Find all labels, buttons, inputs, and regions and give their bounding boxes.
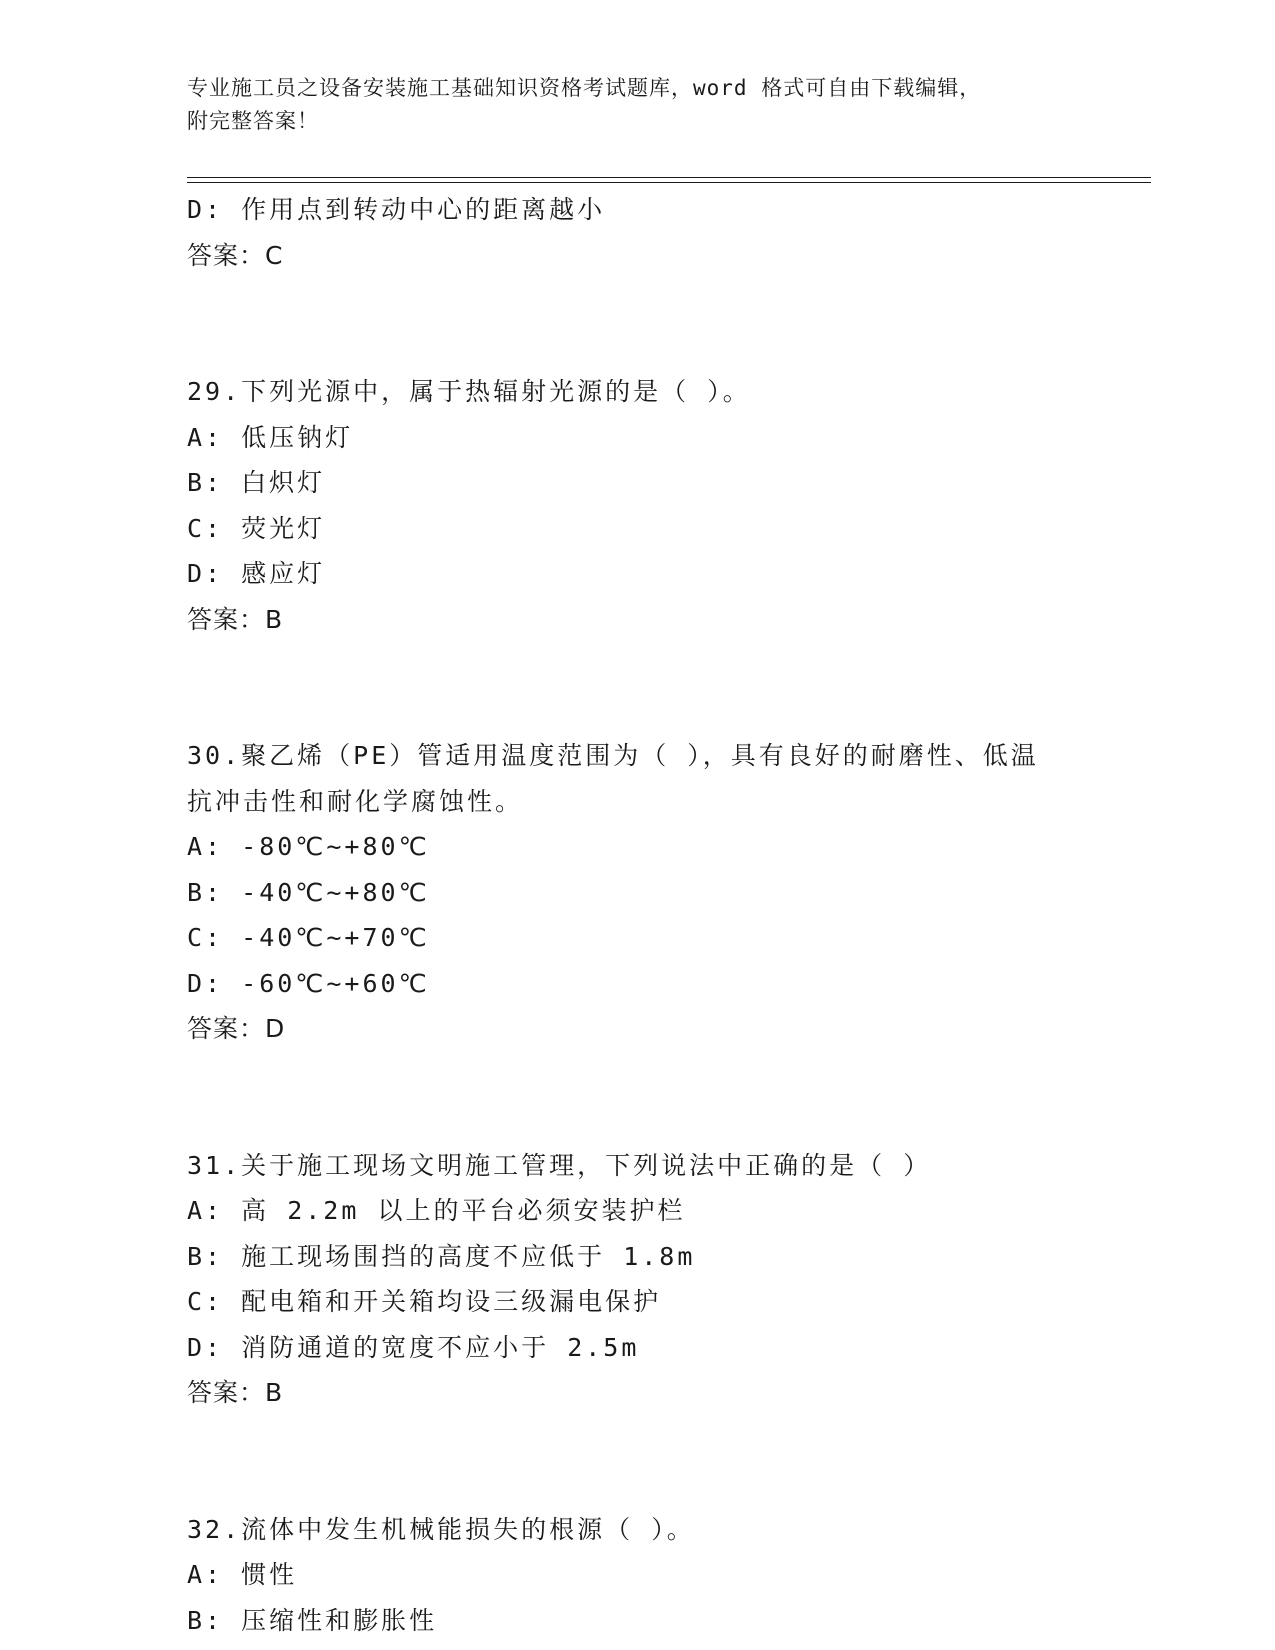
header-divider-bottom xyxy=(187,182,1151,183)
option-c: C: -40℃~+70℃ xyxy=(187,923,430,952)
spacer xyxy=(187,278,1087,369)
option-d: D: 感应灯 xyxy=(187,559,326,588)
document-header xyxy=(187,72,1067,138)
question-stem-line-1: 30.聚乙烯（PE）管适用温度范围为（ ），具有良好的耐磨性、低温 xyxy=(187,741,1039,770)
option-a: A: -80℃~+80℃ xyxy=(187,832,430,861)
answer: 答案：D xyxy=(187,1014,286,1043)
spacer xyxy=(187,642,1087,733)
header-divider-top xyxy=(187,177,1151,178)
header-line-2: 附完整答案！ xyxy=(187,109,319,133)
spacer xyxy=(187,1416,1087,1507)
question-28 xyxy=(187,187,1087,278)
question-list xyxy=(187,187,1087,1643)
option-d: D: 作用点到转动中心的距离越小 xyxy=(187,195,606,224)
option-b: B: 白炽灯 xyxy=(187,468,326,497)
spacer xyxy=(187,1052,1087,1143)
option-a: A: 高 2.2m 以上的平台必须安装护栏 xyxy=(187,1196,686,1225)
option-a: A: 低压钠灯 xyxy=(187,422,354,452)
option-c: C: 配电箱和开关箱均设三级漏电保护 xyxy=(187,1287,662,1316)
option-b: B: 施工现场围挡的高度不应低于 1.8m xyxy=(187,1241,696,1271)
answer: 答案：C xyxy=(187,240,284,270)
option-b: B: 压缩性和膨胀性 xyxy=(187,1605,438,1635)
header-line-1: 专业施工员之设备安装施工基础知识资格考试题库，word 格式可自由下载编辑， xyxy=(187,76,982,100)
question-stem: 29.下列光源中，属于热辐射光源的是（ ）。 xyxy=(187,377,751,406)
question-32 xyxy=(187,1507,1087,1644)
answer: 答案：B xyxy=(187,1378,284,1407)
question-29 xyxy=(187,369,1087,642)
option-d: D: 消防通道的宽度不应小于 2.5m xyxy=(187,1332,640,1362)
option-c: C: 荧光灯 xyxy=(187,513,326,543)
option-d: D: -60℃~+60℃ xyxy=(187,968,430,998)
question-30 xyxy=(187,733,1087,1052)
question-stem: 31.关于施工现场文明施工管理，下列说法中正确的是（ ） xyxy=(187,1150,932,1180)
question-stem: 32.流体中发生机械能损失的根源（ ）。 xyxy=(187,1514,695,1544)
question-stem-line-2: 抗冲击性和耐化学腐蚀性。 xyxy=(187,786,524,816)
option-a: A: 惯性 xyxy=(187,1560,298,1589)
answer: 答案：B xyxy=(187,604,284,634)
option-b: B: -40℃~+80℃ xyxy=(187,877,430,907)
question-31 xyxy=(187,1143,1087,1416)
